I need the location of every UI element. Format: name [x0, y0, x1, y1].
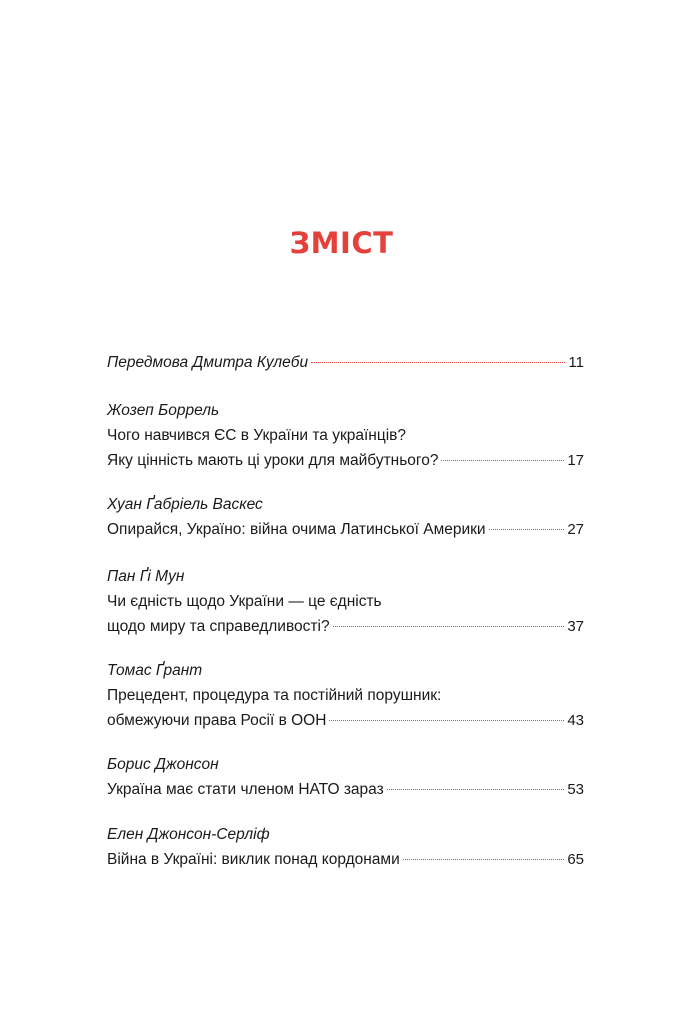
- dot-leader: [329, 720, 564, 721]
- toc-entry-author: Пан Ґі Мун: [107, 568, 185, 585]
- toc-entry-author: Хуан Ґабріель Васкес: [107, 496, 263, 513]
- toc-entry-ban-ki-moon[interactable]: [107, 564, 584, 639]
- toc-entry-page-number: 53: [567, 781, 584, 798]
- toc-entry-page-number: 37: [567, 618, 584, 635]
- toc-entry-author: Томас Ґрант: [107, 662, 203, 679]
- toc-entry-title-line: Чи єдність щодо України — це єдність: [107, 593, 382, 610]
- toc-entry-page-number: 27: [567, 521, 584, 538]
- toc-entry-page-number: 43: [567, 712, 584, 729]
- toc-entry-grant[interactable]: [107, 658, 584, 733]
- toc-entry-author: Передмова Дмитра Кулеби: [107, 354, 309, 371]
- toc-entry-title-line: Україна має стати членом НАТО зараз: [107, 781, 384, 798]
- toc-entry-title-line: Яку цінність мають ці уроки для майбутнього?: [107, 452, 439, 469]
- toc-entry-johnson-sirleaf[interactable]: [107, 822, 584, 872]
- dot-leader: [489, 529, 565, 530]
- page-title: ЗМІСТ: [289, 226, 394, 260]
- toc-entry-author: Борис Джонсон: [107, 756, 219, 773]
- dot-leader: [403, 859, 565, 860]
- toc-entry-borrell[interactable]: [107, 398, 584, 473]
- dot-leader: [333, 626, 565, 627]
- dot-leader: [387, 789, 565, 790]
- toc-entry-author: Жозеп Боррель: [107, 402, 220, 419]
- toc-entry-foreword[interactable]: [107, 350, 584, 375]
- toc-entry-title-line: Чого навчився ЄС в України та українців?: [107, 427, 407, 444]
- toc-entry-page-number: 11: [568, 354, 584, 371]
- toc-entry-page-number: 17: [567, 452, 584, 469]
- toc-entry-page-number: 65: [567, 851, 584, 868]
- toc-entry-johnson[interactable]: [107, 752, 584, 802]
- toc-entry-vasquez[interactable]: [107, 492, 584, 542]
- toc-entry-title-line: Опирайся, Україно: війна очима Латинської Америки: [107, 521, 486, 538]
- toc-entry-title-line: Прецедент, процедура та постійний порушник:: [107, 687, 442, 704]
- dot-leader: [441, 460, 564, 461]
- toc-entry-title-line: обмежуючи права Росії в ООН: [107, 712, 327, 729]
- toc-entry-title-line: Війна в Україні: виклик понад кордонами: [107, 851, 400, 868]
- toc-entry-title-line: щодо миру та справедливості?: [107, 618, 330, 635]
- toc-entry-author: Елен Джонсон-Серліф: [107, 826, 270, 843]
- dot-leader: [311, 362, 565, 363]
